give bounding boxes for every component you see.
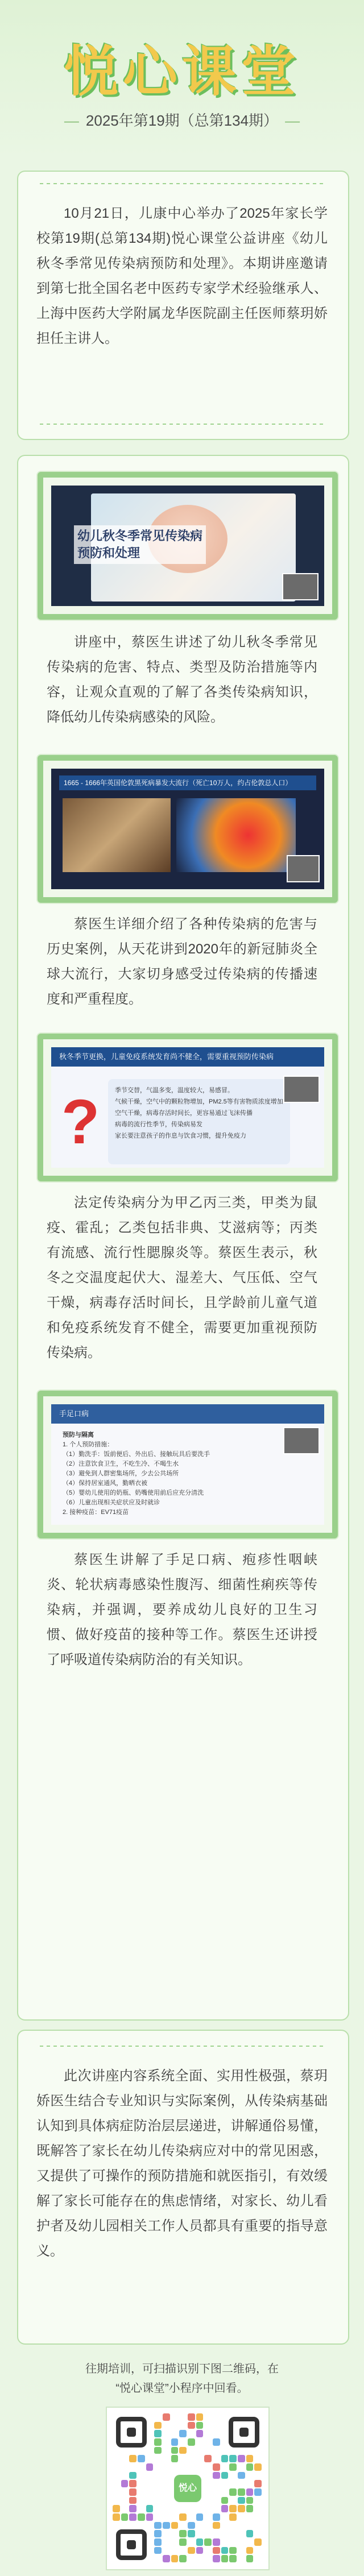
paragraph-3: 蔡医生详细介绍了各种传染病的危害与历史案例，从天花讲到2020年的新冠肺炎全球大流行，大家切身感受过传染病的传播速度和严重程度。 <box>47 916 317 1007</box>
qr-module <box>179 2430 187 2437</box>
paragraph-4: 法定传染病分为甲乙丙三类，甲类为鼠疫、霍乱；乙类包括非典、艾滋病等；丙类有流感、流行性腮腺炎等。蔡医生表示，秋冬之交温度起伏大、湿差大、气压低、空气干燥，病毒存活时间长，且学龄前儿童气道和免疫系统发育不健全，需要更加重视预防传染病。 <box>47 1195 317 1360</box>
divider <box>40 183 324 184</box>
question-mark-icon: ? <box>61 1087 100 1157</box>
qr-module <box>246 2530 254 2537</box>
list-item: （5）婴幼儿使用的奶瓶、奶嘴使用前后应充分清洗 <box>63 1490 204 1496</box>
qr-module <box>179 2447 187 2454</box>
qr-code[interactable] <box>107 2408 268 2569</box>
qr-module <box>213 2463 220 2471</box>
qr-module <box>188 2530 195 2537</box>
qr-module <box>171 2447 179 2454</box>
qr-module <box>229 2505 237 2512</box>
qr-module <box>246 2555 254 2562</box>
list-item: （2）注意饮食卫生，不吃生冷、不喝生水 <box>63 1461 179 1467</box>
qr-module <box>138 2455 145 2462</box>
footer-line-1: 往期培训，可扫描识别下图二维码，在 <box>85 2363 279 2375</box>
qr-module <box>146 2505 154 2512</box>
qr-module <box>196 2513 204 2521</box>
summary-paragraph: 此次讲座内容系统全面、实用性极强，蔡玥娇医生结合专业知识与实际案例，从传染病基础认知到具体病症防治层层递进，讲解通俗易懂，既解答了家长在幼儿传染病应对中的常见困惑，又提供了可操作的预防措施和就医指引，有效缓解了家长可能存在的焦虑情绪，对家长、幼儿看护者及幼儿园相关工作人员都具有重要的指导意义。 <box>36 2068 328 2259</box>
qr-module <box>188 2438 195 2446</box>
qr-module <box>229 2513 237 2521</box>
paragraph-5: 蔡医生讲解了手足口病、疱疹性咽峡炎、轮状病毒感染性腹泻、细菌性痢疾等传染病，并强调，要养成幼儿良好的卫生习惯、做好疫苗的接种等工作。蔡医生还讲授了呼吸道传染病防治的有关知识。 <box>47 1552 317 1667</box>
qr-module <box>254 2480 262 2487</box>
qr-module <box>213 2547 220 2554</box>
lecture-photo-3 <box>38 1034 338 1181</box>
qr-finder <box>116 2417 147 2448</box>
qr-module <box>246 2497 254 2504</box>
qr-module <box>188 2547 195 2554</box>
qr-module <box>154 2538 162 2546</box>
qr-module <box>113 2505 120 2512</box>
qr-module <box>129 2455 136 2462</box>
qr-module <box>138 2513 145 2521</box>
qr-module <box>196 2422 204 2429</box>
qr-module <box>221 2505 229 2512</box>
slide-list <box>108 1079 290 1164</box>
divider <box>40 2046 324 2047</box>
slide-screen <box>51 769 324 889</box>
qr-module <box>129 2497 136 2504</box>
qr-module <box>163 2413 170 2421</box>
qr-module <box>246 2463 254 2471</box>
list-item: （1）勤洗手：饭前便后、外出后、接触玩具后要洗手 <box>63 1451 210 1458</box>
qr-module <box>229 2463 237 2471</box>
qr-module <box>196 2413 204 2421</box>
slide-screen <box>51 486 324 606</box>
qr-module <box>113 2513 120 2521</box>
qr-module <box>188 2413 195 2421</box>
qr-module <box>238 2488 245 2496</box>
speaker-camera <box>283 1076 320 1103</box>
qr-module <box>154 2447 162 2454</box>
qr-module <box>154 2522 162 2529</box>
qr-module <box>213 2472 220 2479</box>
list-item: 家长要注意孩子的作息与饮食习惯，提升免疫力 <box>115 1133 246 1139</box>
slide-screen <box>51 1404 324 1525</box>
qr-module <box>179 2513 187 2521</box>
qr-module <box>171 2555 179 2562</box>
slide-screen <box>51 1047 324 1168</box>
qr-module <box>254 2463 262 2471</box>
qr-module <box>179 2538 187 2546</box>
header <box>0 0 364 159</box>
qr-module <box>129 2472 136 2479</box>
intro-paragraph: 10月21日，儿康中心举办了2025年家长学校第19期(总第134期)悦心课堂公益讲座《幼儿秋冬季常见传染病预防和处理》。本期讲座邀请到第七批全国名老中医药专家学术经验继承人、上海中医药大学附属龙华医院副主任医师蔡玥娇担任主讲人。 <box>36 206 328 346</box>
qr-module <box>129 2513 136 2521</box>
qr-module <box>196 2430 204 2437</box>
qr-module <box>171 2455 179 2462</box>
qr-module <box>154 2547 162 2554</box>
qr-module <box>179 2530 187 2537</box>
qr-module <box>204 2455 212 2462</box>
qr-module <box>213 2438 220 2446</box>
qr-module <box>238 2497 245 2504</box>
qr-module <box>246 2547 254 2554</box>
qr-module <box>171 2438 179 2446</box>
qr-module <box>196 2538 204 2546</box>
slide-list <box>63 1430 279 1517</box>
qr-logo-text: 悦心 <box>174 2475 201 2502</box>
painting-image <box>63 798 171 872</box>
slide-header: 秋冬季节更换，儿童免疫系统发育尚不健全，需要重视预防传染病 <box>51 1047 324 1067</box>
qr-module <box>154 2422 162 2429</box>
qr-module <box>154 2438 162 2446</box>
slide-title: 幼儿秋冬季常见传染病预防和处理 <box>74 525 206 564</box>
qr-module <box>204 2538 212 2546</box>
list-item: 预防与隔离 <box>63 1432 94 1438</box>
list-item: 2. 接种疫苗：EV71疫苗 <box>63 1509 129 1516</box>
lecture-photo-2 <box>38 755 338 903</box>
list-item: （3）避免到人群密集场所，少去公共场所 <box>63 1470 179 1477</box>
qr-module <box>221 2455 229 2462</box>
footer-line-2: “悦心课堂”小程序中回看。 <box>115 2382 249 2395</box>
lecture-photo-1 <box>38 472 338 620</box>
qr-module <box>246 2455 254 2462</box>
page-title: 悦心课堂 <box>64 42 300 102</box>
divider <box>40 424 324 425</box>
paragraph-2: 讲座中，蔡医生讲述了幼儿秋冬季常见传染病的危害、特点、类型及防治措施等内容，让观众直观的了解了各类传染病知识，降低幼儿传染病感染的风险。 <box>47 634 317 725</box>
slide-header: 1665 - 1666年英国伦敦黑死病暴发大流行（死亡10万人，约占伦敦总人口） <box>59 775 316 790</box>
issue-text: 2025年第19期（总第134期） <box>85 112 279 129</box>
qr-module <box>213 2522 220 2529</box>
qr-module <box>179 2555 187 2562</box>
qr-module <box>229 2488 237 2496</box>
qr-module <box>188 2522 195 2529</box>
qr-module <box>129 2488 136 2496</box>
qr-module <box>254 2538 262 2546</box>
lecture-photo-4 <box>38 1391 338 1538</box>
qr-module <box>229 2547 237 2554</box>
list-item: （6）儿童出现相关症状应及时就诊 <box>63 1499 160 1506</box>
qr-module <box>246 2505 254 2512</box>
qr-module <box>121 2480 129 2487</box>
qr-module <box>238 2472 245 2479</box>
qr-module <box>238 2455 245 2462</box>
list-item: 空气干燥，病毒存活时间长，更容易通过飞沫传播 <box>115 1110 253 1117</box>
speaker-camera <box>283 1427 320 1454</box>
qr-module <box>146 2463 154 2471</box>
list-item: 1. 个人预防措施： <box>63 1441 114 1448</box>
qr-module <box>213 2513 220 2521</box>
list-item: （4）保持居室通风，勤晒衣被 <box>63 1480 148 1487</box>
qr-module <box>221 2497 229 2504</box>
slide-header: 手足口病 <box>51 1404 324 1424</box>
qr-module <box>154 2430 162 2437</box>
qr-finder <box>116 2529 147 2560</box>
issue-line: — 2025年第19期（总第134期） — <box>64 112 300 129</box>
speaker-camera <box>287 855 320 882</box>
qr-module <box>171 2522 179 2529</box>
qr-module <box>229 2555 237 2562</box>
list-item: 气候干燥，空气中的颗粒物增加，PM2.5等有害物质浓度增加 <box>115 1098 283 1105</box>
qr-module <box>129 2480 136 2487</box>
qr-module <box>213 2538 220 2546</box>
list-item: 季节交替，气温多变，温度较大，易感冒。 <box>115 1087 234 1094</box>
qr-module <box>221 2472 229 2479</box>
speaker-camera <box>282 573 318 600</box>
footer-note <box>0 2359 364 2398</box>
qr-module <box>188 2422 195 2429</box>
qr-finder <box>229 2417 259 2448</box>
qr-module <box>229 2455 237 2462</box>
list-item: 病毒的流行性季节，传染病易发 <box>115 1121 202 1128</box>
qr-module <box>196 2547 204 2554</box>
qr-module <box>163 2522 170 2529</box>
qr-module <box>254 2488 262 2496</box>
qr-module <box>163 2555 170 2562</box>
qr-module <box>221 2547 229 2554</box>
qr-module <box>129 2505 136 2512</box>
qr-module <box>213 2555 220 2562</box>
qr-logo <box>171 2471 205 2506</box>
qr-module <box>146 2513 154 2521</box>
map-image <box>176 798 296 872</box>
qr-module <box>154 2530 162 2537</box>
qr-module <box>121 2513 129 2521</box>
qr-module <box>221 2555 229 2562</box>
qr-module <box>238 2505 245 2512</box>
qr-module <box>246 2488 254 2496</box>
